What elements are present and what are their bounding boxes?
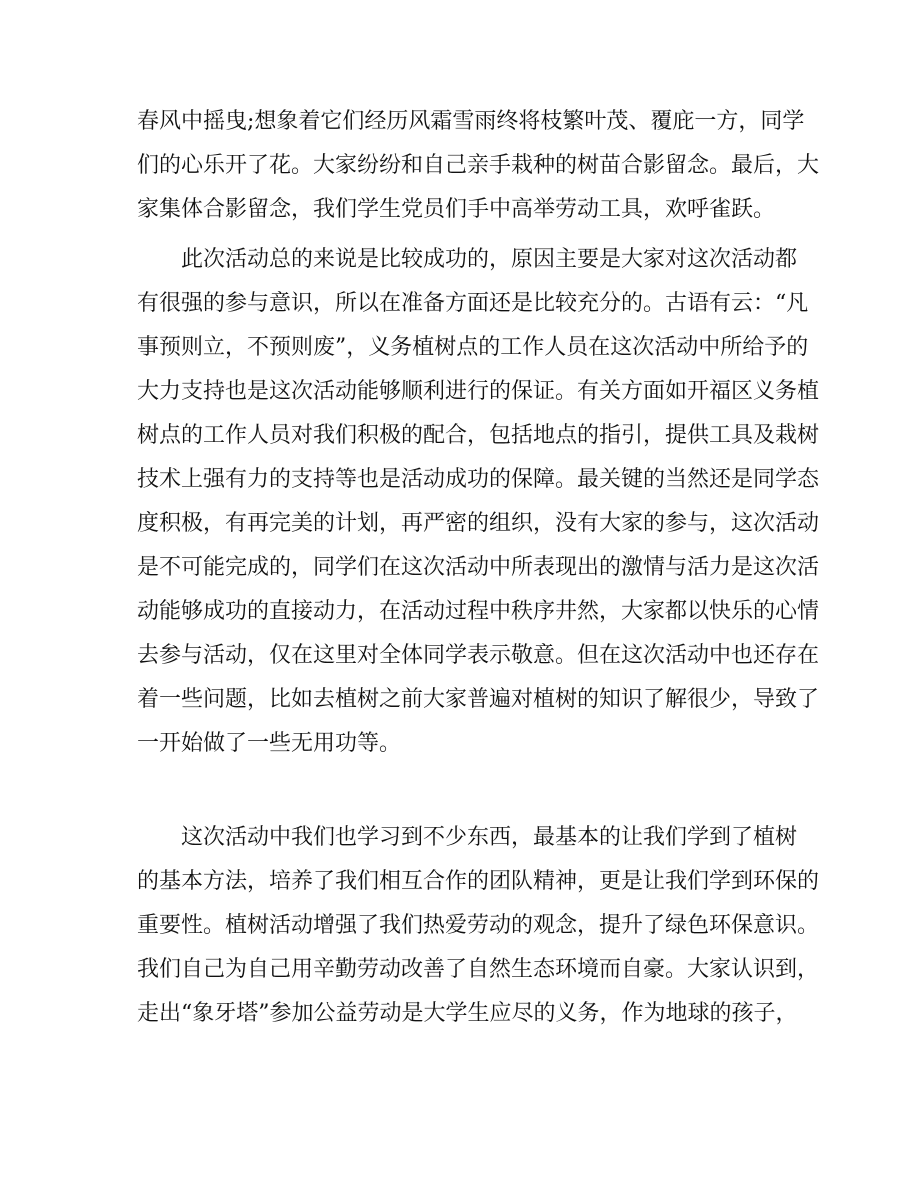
paragraph-2-line-9: 动能够成功的直接动力，在活动过程中秩序井然，大家都以快乐的心情: [137, 599, 820, 624]
paragraph-3-line-1: 这次活动中我们也学习到不少东西，最基本的让我们学到了植树: [181, 825, 798, 850]
paragraph-2-line-11: 着一些问题，比如去植树之前大家普遍对植树的知识了解很少，导致了: [137, 687, 820, 712]
paragraph-2-line-4: 大力支持也是这次活动能够顺利进行的保证。有关方面如开福区义务植: [137, 379, 820, 404]
paragraph-1-line-3: 家集体合影留念，我们学生党员们手中高举劳动工具，欢呼雀跃。: [137, 197, 776, 222]
paragraph-2-line-12: 一开始做了一些无用功等。: [137, 731, 402, 756]
paragraph-2-line-7: 度积极，有再完美的计划，再严密的组织，没有大家的参与，这次活动: [137, 511, 820, 536]
paragraph-2-line-10: 去参与活动，仅在这里对全体同学表示敬意。但在这次活动中也还存在: [137, 643, 820, 668]
paragraph-2-line-5: 树点的工作人员对我们积极的配合，包括地点的指引，提供工具及栽树: [137, 423, 820, 448]
paragraph-3-line-2: 的基本方法，培养了我们相互合作的团队精神，更是让我们学到环保的: [137, 869, 820, 894]
paragraph-2-line-1: 此次活动总的来说是比较成功的，原因主要是大家对这次活动都: [181, 247, 798, 272]
paragraph-2-line-13: [137, 766, 797, 810]
paragraph-2-line-3: 事预则立，不预则废”，义务植树点的工作人员在这次活动中所给予的: [137, 335, 809, 360]
paragraph-2-line-6: 技术上强有力的支持等也是活动成功的保障。最关键的当然还是同学态: [137, 467, 820, 492]
paragraph-2-line-2: 有很强的参与意识，所以在准备方面还是比较充分的。古语有云：“凡: [137, 291, 809, 316]
paragraph-2-line-8: 是不可能完成的，同学们在这次活动中所表现出的激情与活力是这次活: [137, 555, 820, 580]
paragraph-3-line-4: 我们自己为自己用辛勤劳动改善了自然生态环境而自豪。大家认识到，: [137, 957, 820, 982]
paragraph-3-line-5: 走出“象牙塔”参加公益劳动是大学生应尽的义务，作为地球的孩子，: [137, 1001, 798, 1026]
paragraph-1-line-1: 春风中摇曳;想象着它们经历风霜雪雨终将枝繁叶茂、覆庇一方，同学: [137, 109, 805, 134]
paragraph-1-line-2: 们的心乐开了花。大家纷纷和自己亲手栽种的树苗合影留念。最后，大: [137, 153, 820, 178]
paragraph-3-line-3: 重要性。植树活动增强了我们热爱劳动的观念，提升了绿色环保意识。: [137, 913, 820, 938]
